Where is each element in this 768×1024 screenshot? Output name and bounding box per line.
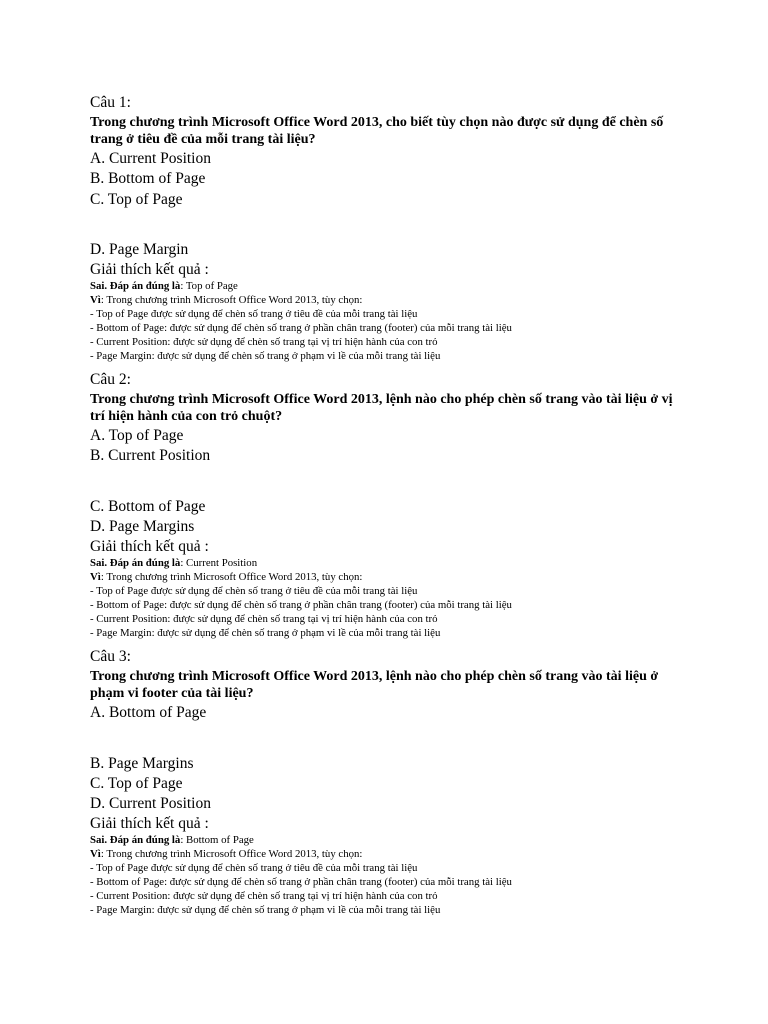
option-c: C. Bottom of Page bbox=[90, 498, 206, 516]
correct-answer bbox=[90, 279, 690, 293]
question-text: Trong chương trình Microsoft Office Word 2013, lệnh nào cho phép chèn số trang vào tài liệu ở phạm vi footer của tài liệu? bbox=[90, 669, 659, 701]
question-number: Câu 2: bbox=[90, 371, 131, 388]
intro-text: : Trong chương trình Microsoft Office Word 2013, tùy chọn: bbox=[100, 293, 363, 306]
answer-options bbox=[90, 426, 690, 538]
option-c: C. Top of Page bbox=[90, 190, 183, 208]
explanation-line: - Page Margin: được sử dụng để chèn số trang ở phạm vi lề của mỗi trang tài liệu bbox=[90, 626, 441, 639]
explanation-intro bbox=[90, 847, 690, 861]
question-2 bbox=[90, 371, 690, 640]
option-a: A. Current Position bbox=[90, 150, 211, 167]
intro-prefix: Vì bbox=[90, 293, 101, 306]
explanation-title: Giải thích kết quả : bbox=[90, 537, 209, 555]
intro-prefix: Vì bbox=[90, 570, 101, 583]
intro-text: : Trong chương trình Microsoft Office Word 2013, tùy chọn: bbox=[100, 570, 363, 583]
explanation-line: - Page Margin: được sử dụng để chèn số trang ở phạm vi lề của mỗi trang tài liệu bbox=[90, 903, 441, 916]
explanation-line: - Current Position: được sử dụng để chèn số trang tại vị trí hiện hành của con trỏ bbox=[90, 889, 438, 902]
explanation-title: Giải thích kết quả : bbox=[90, 260, 209, 278]
explanation-line: - Page Margin: được sử dụng để chèn số trang ở phạm vi lề của mỗi trang tài liệu bbox=[90, 349, 441, 362]
correct-answer bbox=[90, 833, 690, 847]
option-d: D. Current Position bbox=[90, 795, 211, 813]
option-d: D. Page Margin bbox=[90, 241, 189, 259]
explanation-intro bbox=[90, 293, 690, 307]
answer-prefix: Sai. Đáp án đúng là bbox=[90, 279, 181, 292]
explanation-line: - Current Position: được sử dụng để chèn số trang tại vị trí hiện hành của con trỏ bbox=[90, 612, 438, 625]
explanation-line: - Bottom of Page: được sử dụng để chèn số trang ở phần chân trang (footer) của mỗi trang tài liệu bbox=[90, 598, 512, 611]
correct-answer bbox=[90, 556, 690, 570]
option-b: B. Page Margins bbox=[90, 754, 194, 772]
question-1 bbox=[90, 94, 690, 363]
option-b: B. Current Position bbox=[90, 447, 211, 465]
question-text: Trong chương trình Microsoft Office Word 2013, lệnh nào cho phép chèn số trang vào tài liệu ở vị trí hiện hành của con trỏ chuột? bbox=[90, 392, 673, 424]
answer-prefix: Sai. Đáp án đúng là bbox=[90, 833, 181, 846]
option-d: D. Page Margins bbox=[90, 518, 195, 536]
explanation-line: - Bottom of Page: được sử dụng để chèn số trang ở phần chân trang (footer) của mỗi trang tài liệu bbox=[90, 321, 512, 334]
explanation-line: - Current Position: được sử dụng để chèn số trang tại vị trí hiện hành của con trỏ bbox=[90, 335, 438, 348]
explanation-title: Giải thích kết quả : bbox=[90, 814, 209, 832]
question-text: Trong chương trình Microsoft Office Word 2013, cho biết tùy chọn nào được sử dụng để chèn số trang ở tiêu đề của mỗi trang tài liệu? bbox=[90, 115, 664, 147]
explanation-intro bbox=[90, 570, 690, 584]
answer-prefix: Sai. Đáp án đúng là bbox=[90, 556, 181, 569]
explanation-line: - Bottom of Page: được sử dụng để chèn số trang ở phần chân trang (footer) của mỗi trang tài liệu bbox=[90, 875, 512, 888]
explanation-line: - Top of Page được sử dụng để chèn số trang ở tiêu đề của mỗi trang tài liệu bbox=[90, 307, 418, 320]
answer-value: : Current Position bbox=[180, 556, 258, 569]
explanation-line: - Top of Page được sử dụng để chèn số trang ở tiêu đề của mỗi trang tài liệu bbox=[90, 584, 418, 597]
answer-value: : Bottom of Page bbox=[180, 833, 254, 846]
option-a: A. Bottom of Page bbox=[90, 704, 207, 721]
option-a: A. Top of Page bbox=[90, 427, 184, 444]
explanation-line: - Top of Page được sử dụng để chèn số trang ở tiêu đề của mỗi trang tài liệu bbox=[90, 861, 418, 874]
intro-prefix: Vì bbox=[90, 847, 101, 860]
question-number: Câu 3: bbox=[90, 648, 131, 665]
intro-text: : Trong chương trình Microsoft Office Word 2013, tùy chọn: bbox=[100, 847, 363, 860]
answer-options bbox=[90, 149, 690, 261]
answer-value: : Top of Page bbox=[180, 279, 238, 292]
answer-options bbox=[90, 703, 690, 815]
option-c: C. Top of Page bbox=[90, 775, 183, 793]
question-3 bbox=[90, 648, 690, 917]
option-b: B. Bottom of Page bbox=[90, 170, 206, 188]
question-number: Câu 1: bbox=[90, 94, 131, 111]
